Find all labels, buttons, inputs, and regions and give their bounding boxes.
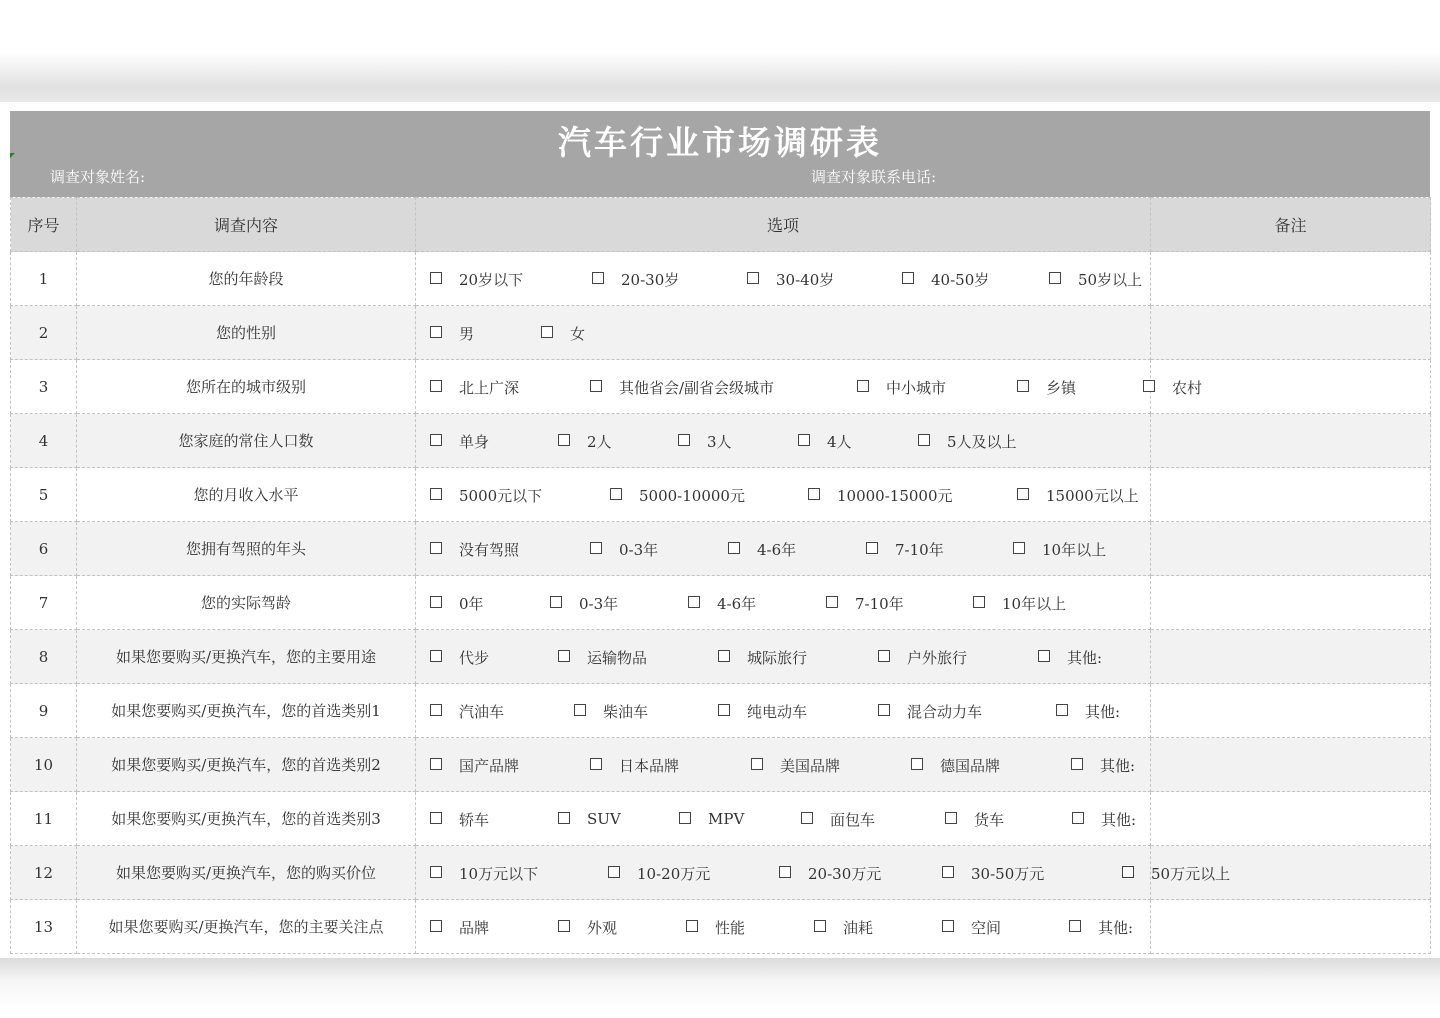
option-item[interactable] — [1056, 701, 1120, 722]
option-item[interactable] — [718, 647, 807, 668]
option-item[interactable] — [430, 917, 489, 938]
option-item[interactable] — [610, 485, 745, 506]
option-item[interactable] — [590, 539, 658, 560]
option-label: 单身 — [459, 432, 490, 451]
options-group — [430, 917, 1150, 937]
remarks-cell[interactable] — [1151, 306, 1431, 360]
options-cell — [416, 360, 1203, 414]
option-item[interactable] — [779, 863, 881, 884]
option-item[interactable] — [728, 539, 796, 560]
header-remarks: 备注 — [1151, 198, 1431, 252]
option-label: 15000元以上 — [1046, 486, 1139, 505]
option-item[interactable] — [1143, 377, 1202, 398]
checkbox-icon[interactable] — [608, 866, 620, 878]
option-item[interactable] — [945, 809, 1004, 830]
row-number: 13 — [11, 900, 77, 954]
option-label: 7-10年 — [855, 594, 904, 613]
options-group — [430, 809, 1150, 829]
checkbox-icon[interactable] — [430, 272, 442, 284]
option-label: 其他: — [1067, 648, 1103, 667]
question-text: 您所在的城市级别 — [77, 360, 416, 414]
checkbox-icon[interactable] — [678, 434, 690, 446]
option-label: MPV — [708, 809, 745, 828]
option-item[interactable] — [558, 431, 612, 452]
option-label: 10年以上 — [1042, 540, 1107, 559]
checkbox-icon[interactable] — [808, 488, 820, 500]
question-text: 您的实际驾龄 — [77, 576, 416, 630]
option-item[interactable] — [541, 323, 585, 344]
options-group — [430, 701, 1150, 721]
row-number: 1 — [11, 252, 77, 306]
option-label: 0-3年 — [579, 594, 619, 613]
option-label: 5000-10000元 — [639, 486, 745, 505]
checkbox-icon[interactable] — [592, 272, 604, 284]
option-label: 5人及以上 — [947, 432, 1017, 451]
checkbox-icon[interactable] — [747, 272, 759, 284]
table-row — [11, 522, 1431, 576]
checkbox-icon[interactable] — [430, 650, 442, 662]
header-question: 调查内容 — [77, 198, 416, 252]
checkbox-icon[interactable] — [945, 812, 957, 824]
options-group — [430, 593, 1150, 613]
remarks-cell[interactable] — [1151, 468, 1431, 522]
option-item[interactable] — [558, 917, 617, 938]
option-item[interactable] — [430, 647, 489, 668]
options-group — [430, 377, 1203, 397]
option-item[interactable] — [1069, 917, 1133, 938]
checkbox-icon[interactable] — [430, 488, 442, 500]
option-label: 其他: — [1101, 810, 1137, 829]
option-item[interactable] — [718, 701, 807, 722]
checkbox-icon[interactable] — [826, 596, 838, 608]
checkbox-icon[interactable] — [911, 758, 923, 770]
checkbox-icon[interactable] — [430, 920, 442, 932]
checkbox-icon[interactable] — [1069, 920, 1081, 932]
checkbox-icon[interactable] — [541, 326, 553, 338]
option-label: 3人 — [707, 432, 732, 451]
checkbox-icon[interactable] — [430, 542, 442, 554]
question-text: 如果您要购买/更换汽车，您的主要关注点 — [77, 900, 416, 954]
option-item[interactable] — [608, 863, 710, 884]
option-item[interactable] — [592, 269, 679, 290]
checkbox-icon[interactable] — [801, 812, 813, 824]
option-item[interactable] — [558, 809, 621, 828]
row-number: 12 — [11, 846, 77, 900]
options-group — [430, 539, 1150, 559]
remarks-cell[interactable] — [1151, 414, 1431, 468]
option-item[interactable] — [902, 269, 989, 290]
respondent-phone-label: 调查对象联系电话: — [811, 168, 937, 186]
option-label: 10-20万元 — [637, 864, 711, 883]
option-item[interactable] — [430, 593, 484, 614]
option-item[interactable] — [430, 539, 519, 560]
option-item[interactable] — [590, 755, 679, 776]
checkbox-icon[interactable] — [878, 704, 890, 716]
checkbox-icon[interactable] — [430, 326, 442, 338]
option-label: 日本品牌 — [619, 756, 680, 775]
question-text: 您家庭的常住人口数 — [77, 414, 416, 468]
option-label: 女 — [570, 324, 586, 343]
option-label: 性能 — [715, 918, 746, 937]
options-cell — [416, 846, 1231, 900]
option-label: 运输物品 — [587, 648, 648, 667]
row-number: 9 — [11, 684, 77, 738]
option-label: 货车 — [974, 810, 1005, 829]
question-text: 如果您要购买/更换汽车，您的购买价位 — [77, 846, 416, 900]
option-item[interactable] — [751, 755, 840, 776]
option-label: SUV — [587, 809, 621, 828]
option-item[interactable] — [814, 917, 873, 938]
option-item[interactable] — [1049, 269, 1142, 290]
checkbox-icon[interactable] — [688, 596, 700, 608]
row-number: 5 — [11, 468, 77, 522]
options-cell — [416, 468, 1151, 522]
question-text: 您的年龄段 — [77, 252, 416, 306]
option-label: 其他: — [1085, 702, 1121, 721]
option-label: 30-40岁 — [776, 270, 835, 289]
options-cell — [416, 252, 1151, 306]
option-label: 油耗 — [843, 918, 874, 937]
option-item[interactable] — [430, 755, 519, 776]
table-row — [11, 738, 1431, 792]
checkbox-icon[interactable] — [550, 596, 562, 608]
option-label: 没有驾照 — [459, 540, 520, 559]
option-item[interactable] — [1013, 539, 1106, 560]
option-label: 20-30万元 — [808, 864, 882, 883]
option-item[interactable] — [590, 377, 774, 398]
option-label: 北上广深 — [459, 378, 520, 397]
options-cell — [416, 792, 1151, 846]
option-label: 40-50岁 — [931, 270, 990, 289]
page-shadow-bottom — [0, 958, 1440, 1008]
option-label: 10000-15000元 — [837, 486, 953, 505]
checkbox-icon[interactable] — [1143, 380, 1155, 392]
checkbox-icon[interactable] — [1013, 542, 1025, 554]
option-item[interactable] — [430, 323, 474, 344]
checkbox-icon[interactable] — [878, 650, 890, 662]
option-label: 纯电动车 — [747, 702, 808, 721]
option-label: 20-30岁 — [621, 270, 680, 289]
checkbox-icon[interactable] — [1038, 650, 1050, 662]
option-item[interactable] — [973, 593, 1066, 614]
checkbox-icon[interactable] — [718, 704, 730, 716]
option-item[interactable] — [679, 809, 744, 828]
option-label: 国产品牌 — [459, 756, 520, 775]
options-cell — [416, 684, 1151, 738]
remarks-cell[interactable] — [1151, 684, 1431, 738]
header-number: 序号 — [11, 198, 77, 252]
option-item[interactable] — [878, 701, 982, 722]
question-text: 您的性别 — [77, 306, 416, 360]
option-item[interactable] — [1038, 647, 1102, 668]
option-item[interactable] — [574, 701, 648, 722]
row-number: 7 — [11, 576, 77, 630]
option-label: 柴油车 — [603, 702, 649, 721]
option-item[interactable] — [801, 809, 875, 830]
option-label: 30-50万元 — [971, 864, 1045, 883]
option-item[interactable] — [911, 755, 1000, 776]
option-item[interactable] — [430, 269, 523, 290]
option-item[interactable] — [808, 485, 953, 506]
checkbox-icon[interactable] — [1017, 488, 1029, 500]
checkbox-icon[interactable] — [728, 542, 740, 554]
checkbox-icon[interactable] — [590, 380, 602, 392]
options-cell — [416, 576, 1151, 630]
checkbox-icon[interactable] — [902, 272, 914, 284]
options-cell — [416, 414, 1151, 468]
option-item[interactable] — [558, 647, 647, 668]
option-label: 中小城市 — [886, 378, 947, 397]
row-number: 10 — [11, 738, 77, 792]
options-cell — [416, 738, 1151, 792]
table-row — [11, 900, 1431, 954]
table-row — [11, 576, 1431, 630]
option-label: 德国品牌 — [940, 756, 1001, 775]
option-label: 农村 — [1172, 378, 1203, 397]
table-row — [11, 252, 1431, 306]
row-number: 2 — [11, 306, 77, 360]
respondent-name-label: 调查对象姓名: — [50, 168, 146, 186]
option-label: 城际旅行 — [747, 648, 808, 667]
form-title: 汽车行业市场调研表 — [558, 123, 882, 162]
option-item[interactable] — [688, 593, 756, 614]
option-label: 其他: — [1098, 918, 1134, 937]
checkbox-icon[interactable] — [430, 704, 442, 716]
option-label: 2人 — [587, 432, 612, 451]
checkbox-icon[interactable] — [574, 704, 586, 716]
remarks-cell[interactable] — [1151, 738, 1431, 792]
option-item[interactable] — [678, 431, 732, 452]
checkbox-icon[interactable] — [430, 812, 442, 824]
checkbox-icon[interactable] — [751, 758, 763, 770]
checkbox-icon[interactable] — [866, 542, 878, 554]
option-label: 7-10年 — [895, 540, 944, 559]
row-number: 3 — [11, 360, 77, 414]
option-label: 空间 — [971, 918, 1002, 937]
checkbox-icon[interactable] — [430, 758, 442, 770]
checkbox-icon[interactable] — [942, 866, 954, 878]
table-row — [11, 360, 1431, 414]
question-text: 如果您要购买/更换汽车，您的首选类别3 — [77, 792, 416, 846]
remarks-cell[interactable] — [1151, 522, 1431, 576]
checkbox-icon[interactable] — [1122, 866, 1134, 878]
options-group — [430, 323, 1150, 343]
question-text: 您拥有驾照的年头 — [77, 522, 416, 576]
option-label: 4人 — [827, 432, 852, 451]
option-item[interactable] — [866, 539, 944, 560]
question-text: 如果您要购买/更换汽车，您的首选类别1 — [77, 684, 416, 738]
table-row — [11, 846, 1431, 900]
survey-sheet — [10, 111, 1430, 951]
checkbox-icon[interactable] — [679, 812, 691, 824]
option-item[interactable] — [878, 647, 967, 668]
options-group — [430, 269, 1150, 289]
checkbox-icon[interactable] — [1071, 758, 1083, 770]
checkbox-icon[interactable] — [610, 488, 622, 500]
checkbox-icon[interactable] — [1049, 272, 1061, 284]
option-label: 4-6年 — [717, 594, 757, 613]
title-band — [10, 111, 1430, 197]
option-label: 混合动力车 — [907, 702, 983, 721]
checkbox-icon[interactable] — [779, 866, 791, 878]
remarks-cell[interactable] — [1151, 792, 1431, 846]
options-group — [430, 485, 1150, 505]
checkbox-icon[interactable] — [590, 542, 602, 554]
checkbox-icon[interactable] — [814, 920, 826, 932]
table-row — [11, 468, 1431, 522]
option-item[interactable] — [798, 431, 852, 452]
table-row — [11, 792, 1431, 846]
row-number: 11 — [11, 792, 77, 846]
checkbox-icon[interactable] — [430, 380, 442, 392]
survey-table — [10, 197, 1431, 954]
option-label: 50万元以上 — [1151, 864, 1231, 883]
option-label: 10年以上 — [1002, 594, 1067, 613]
table-row — [11, 414, 1431, 468]
checkbox-icon[interactable] — [686, 920, 698, 932]
options-cell — [416, 522, 1151, 576]
option-label: 10万元以下 — [459, 864, 539, 883]
options-group — [430, 863, 1231, 883]
checkbox-icon[interactable] — [430, 596, 442, 608]
checkbox-icon[interactable] — [590, 758, 602, 770]
remarks-cell[interactable] — [1151, 576, 1431, 630]
option-label: 50岁以上 — [1078, 270, 1143, 289]
option-label: 代步 — [459, 648, 490, 667]
option-label: 20岁以下 — [459, 270, 524, 289]
checkbox-icon[interactable] — [558, 434, 570, 446]
option-label: 0-3年 — [619, 540, 659, 559]
checkbox-icon[interactable] — [1017, 380, 1029, 392]
checkbox-icon[interactable] — [918, 434, 930, 446]
option-item[interactable] — [942, 863, 1044, 884]
question-text: 如果您要购买/更换汽车，您的首选类别2 — [77, 738, 416, 792]
table-row — [11, 630, 1431, 684]
option-label: 户外旅行 — [907, 648, 968, 667]
survey-table-body — [11, 198, 1431, 954]
options-group — [430, 647, 1150, 667]
options-cell — [416, 306, 1151, 360]
option-label: 轿车 — [459, 810, 490, 829]
option-item[interactable] — [1017, 377, 1076, 398]
option-label: 其他: — [1100, 756, 1136, 775]
option-item[interactable] — [550, 593, 618, 614]
table-row — [11, 306, 1431, 360]
checkbox-icon[interactable] — [558, 650, 570, 662]
question-text: 如果您要购买/更换汽车，您的主要用途 — [77, 630, 416, 684]
option-item[interactable] — [430, 809, 489, 830]
option-label: 美国品牌 — [780, 756, 841, 775]
option-item[interactable] — [942, 917, 1001, 938]
option-item[interactable] — [430, 863, 538, 884]
remarks-cell[interactable] — [1151, 252, 1431, 306]
option-label: 面包车 — [830, 810, 876, 829]
option-item[interactable] — [826, 593, 904, 614]
option-label: 汽油车 — [459, 702, 505, 721]
option-item[interactable] — [1071, 755, 1135, 776]
option-item[interactable] — [1072, 809, 1136, 830]
option-label: 品牌 — [459, 918, 490, 937]
header-row — [11, 198, 1431, 252]
checkbox-icon[interactable] — [558, 920, 570, 932]
option-item[interactable] — [686, 917, 745, 938]
option-item[interactable] — [430, 701, 504, 722]
option-item[interactable] — [747, 269, 834, 290]
option-item[interactable] — [1122, 863, 1230, 884]
options-cell — [416, 900, 1151, 954]
option-item[interactable] — [430, 431, 489, 452]
checkbox-icon[interactable] — [798, 434, 810, 446]
option-label: 其他省会/副省会级城市 — [619, 378, 775, 397]
option-item[interactable] — [430, 377, 519, 398]
checkbox-icon[interactable] — [1072, 812, 1084, 824]
option-label: 0年 — [459, 594, 484, 613]
option-item[interactable] — [1017, 485, 1139, 506]
checkbox-icon[interactable] — [973, 596, 985, 608]
header-options: 选项 — [416, 198, 1151, 252]
option-label: 乡镇 — [1046, 378, 1077, 397]
checkbox-icon[interactable] — [430, 434, 442, 446]
option-label: 男 — [459, 324, 475, 343]
option-item[interactable] — [430, 485, 542, 506]
checkbox-icon[interactable] — [558, 812, 570, 824]
option-item[interactable] — [918, 431, 1017, 452]
row-number: 8 — [11, 630, 77, 684]
question-text: 您的月收入水平 — [77, 468, 416, 522]
option-label: 4-6年 — [757, 540, 797, 559]
page-shadow-top — [0, 52, 1440, 102]
table-row — [11, 684, 1431, 738]
checkbox-icon[interactable] — [430, 866, 442, 878]
row-number: 6 — [11, 522, 77, 576]
option-label: 5000元以下 — [459, 486, 543, 505]
checkbox-icon[interactable] — [857, 380, 869, 392]
checkbox-icon[interactable] — [942, 920, 954, 932]
checkbox-icon[interactable] — [718, 650, 730, 662]
checkbox-icon[interactable] — [1056, 704, 1068, 716]
options-cell — [416, 630, 1151, 684]
options-group — [430, 755, 1150, 775]
remarks-cell[interactable] — [1151, 900, 1431, 954]
option-label: 外观 — [587, 918, 618, 937]
row-number: 4 — [11, 414, 77, 468]
options-group — [430, 431, 1150, 451]
remarks-cell[interactable] — [1151, 630, 1431, 684]
option-item[interactable] — [857, 377, 946, 398]
